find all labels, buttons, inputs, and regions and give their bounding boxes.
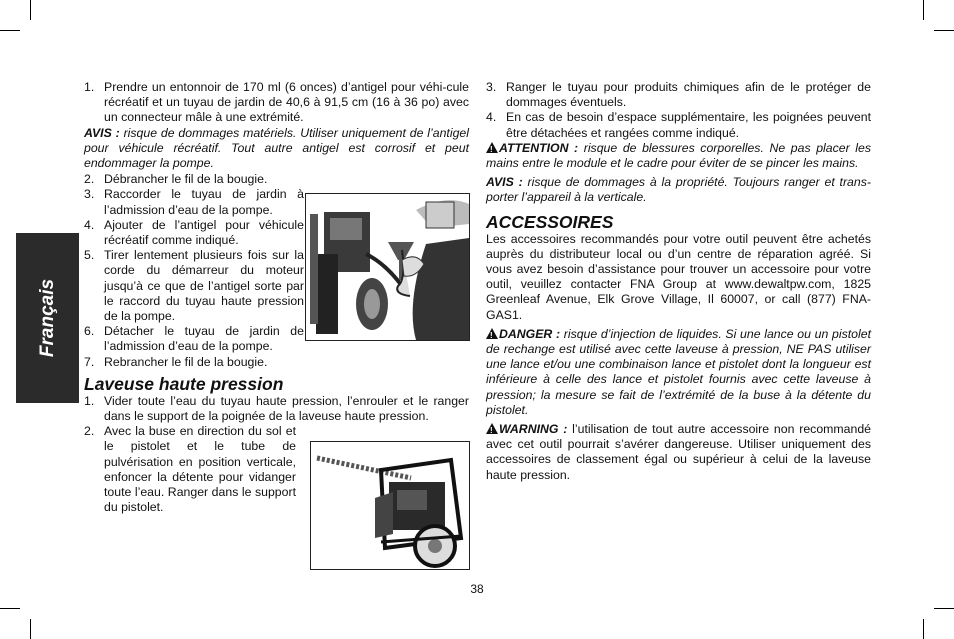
section-heading: ACCESSOIRES xyxy=(486,211,614,232)
antifreeze-drawing xyxy=(306,194,469,340)
list-item: 5. Tirer lentement plusieurs fois sur la corde du démarreur du moteur jusqu’à ce que de l’antigel sorte par le raccord du tuyau haute pression de la pompe. xyxy=(84,248,304,324)
crop-mark xyxy=(30,0,31,20)
list-item: 3. Ranger le tuyau pour produits chimiques afin de le protéger de dommages éventuels. xyxy=(486,80,871,110)
notice-avis: AVIS : risque de dommages à la propriété. Toujours ranger et trans-porter l’appareil à la verticale. xyxy=(486,175,871,205)
storage-drawing xyxy=(311,442,469,569)
crop-mark xyxy=(923,0,924,20)
crop-mark xyxy=(30,619,31,639)
list-item: 1. Vider toute l’eau du tuyau haute pression, l’enrouler et le ranger dans le support de la poignée de la laveuse haute pression. xyxy=(84,393,469,424)
crop-mark xyxy=(934,608,954,609)
notice-attention: !ATTENTION : risque de blessures corporelles. Ne pas placer les mains entre le module et le cadre pour éviter de se pincer les mains. xyxy=(486,141,871,171)
warning-icon xyxy=(486,327,499,342)
crop-mark xyxy=(923,619,924,639)
section-heading: Laveuse haute pression xyxy=(84,373,284,394)
list-item: 7. Rebrancher le fil de la bougie. xyxy=(84,354,268,369)
notice-warning: !WARNING : l’utilisation de tout autre accessoire non recommandé avec cet outil pourrait s’avérer dangereuse. Utiliser uniquement des accessoires de classement égal ou supérieur à celui de la laveuse haute pression. xyxy=(486,422,871,483)
crop-mark xyxy=(0,608,20,609)
warning-icon xyxy=(486,422,499,437)
antifreeze-illustration xyxy=(305,193,470,341)
paragraph: Les accessoires recommandés pour votre outil peuvent être achetés auprès du distributeur local ou d’un centre de réparation agréé. Si vous avez besoin d’assistance pour trouver un accessoire pour votre outil, veuillez contacter FNA Group at www.dewaltpw.com, 1825 Greenleaf Avenue, Elk Grove Village, Il 60007, or call (877) FNA-GAS1. xyxy=(486,231,871,322)
page-number: 38 xyxy=(470,582,484,596)
language-label: Français xyxy=(36,278,58,358)
storage-illustration xyxy=(310,441,470,570)
list-item: 4. En cas de besoin d’espace supplémentaire, les poignées peuvent être détachées et rangées comme indiqué. xyxy=(486,110,871,140)
list-item: 3. Raccorder le tuyau de jardin à l’admission d’eau de la pompe. xyxy=(84,187,304,217)
list-item: 6. Détacher le tuyau de jardin de l’admission d’eau de la pompe. xyxy=(84,324,304,354)
warning-icon xyxy=(486,141,499,156)
crop-mark xyxy=(934,30,954,31)
language-tab xyxy=(16,233,79,403)
list-item: 2. Débrancher le fil de la bougie. xyxy=(84,172,268,187)
notice-danger: !DANGER : risque d’injection de liquides. Si une lance ou un pistolet de rechange est utilisé avec cette laveuse à pression, NE PAS utiliser une lance et/ou une combinaison lance et pistolet dont la longueur est inférieure à celle des lance et pistolet fournis avec cette laveuse à pression; la mesure se fait de l’extrémité de la buse à la détente du pistolet. xyxy=(486,327,871,418)
list-item: 4. Ajouter de l’antigel pour véhicule récréatif comme indiqué. xyxy=(84,217,304,248)
list-item: 2. Avec la buse en direction du sol et le pistolet et le tube de pulvérisation en position verticale, enfoncer la détente pour vidanger toute l’eau. Ranger dans le support du pistolet. xyxy=(84,424,296,515)
crop-mark xyxy=(0,30,20,31)
right-column xyxy=(486,80,871,483)
list-item: 1. Prendre un entonnoir de 170 ml (6 onces) d’antigel pour véhi-cule récréatif et un tuyau de jardin de 40,6 à 91,5 cm (16 à 36 po) avec un connecteur mâle à une extrémité. xyxy=(84,80,469,125)
notice-avis: AVIS : risque de dommages matériels. Utiliser uniquement de l’antigel pour véhicule récréatif. Tout autre antigel est corrosif et peut endommager la pompe. xyxy=(84,125,469,171)
